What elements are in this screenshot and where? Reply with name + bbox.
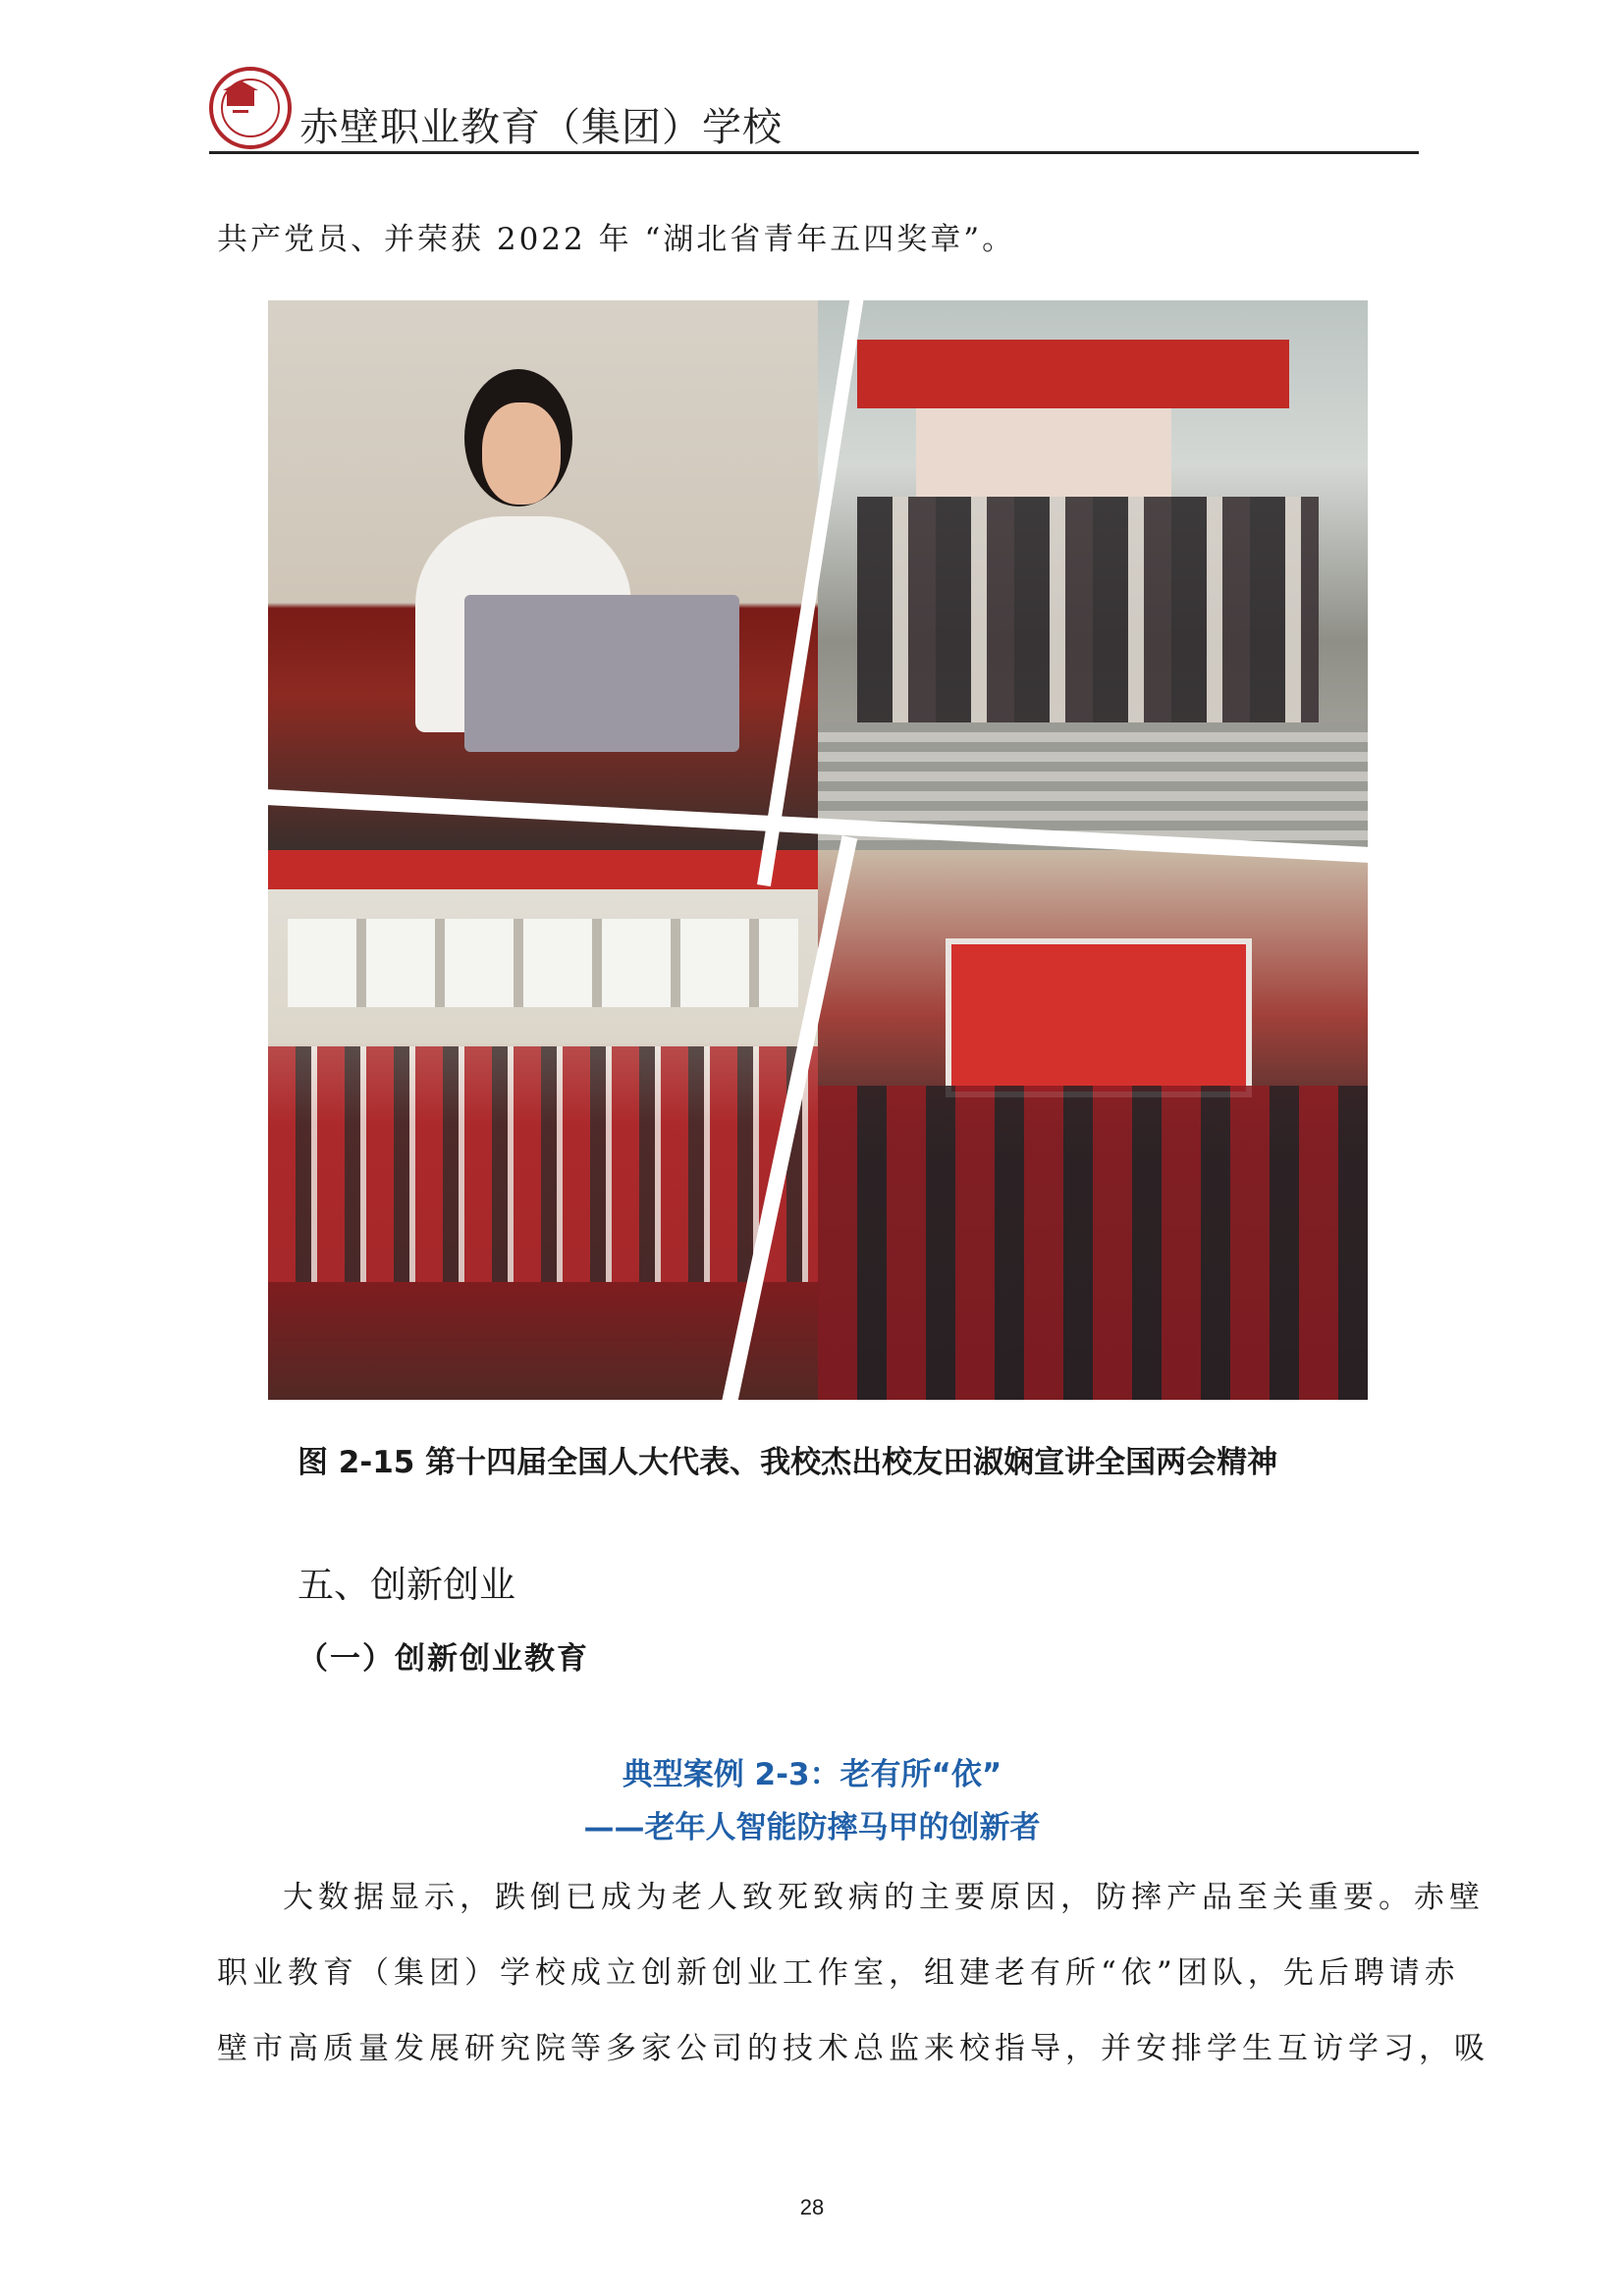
body-line: 大数据显示，跌倒已成为老人致死致病的主要原因，防摔产品至关重要。赤壁 [283,1880,1485,1915]
photo-speaker [268,300,818,850]
body-line: 职业教育（集团）学校成立创新创业工作室，组建老有所“依”团队，先后聘请赤 [217,1955,1460,1991]
laptop-icon [464,595,739,752]
section-heading: 五、创新创业 [298,1564,515,1606]
school-name: 赤壁职业教育（集团）学校 [299,105,783,150]
body-line: 壁市高质量发展研究院等多家公司的技术总监来校指导，并安排学生互访学习，吸 [217,2031,1489,2066]
intro-text: 共产党员、并荣获 2022 年 “湖北省青年五四奖章”。 [217,222,1016,257]
page-header [209,61,1419,155]
case-subtitle: ——老年人智能防摔马甲的创新者 [583,1810,1041,1845]
section-subheading: （一）创新创业教育 [298,1641,589,1677]
figure-caption: 图 2-15 第十四届全国人大代表、我校杰出校友田淑娴宣讲全国两会精神 [298,1445,1278,1480]
page-number: 28 [799,2195,825,2219]
photo-auditorium [268,850,818,1400]
photo-collage [268,300,1368,1400]
photo-lecture-hall [818,850,1368,1400]
school-logo-icon [209,67,292,149]
photo-group [818,300,1368,850]
projection-screen [946,938,1252,1097]
case-title: 典型案例 2-3：老有所“依” [622,1757,1002,1792]
header-divider [209,151,1419,154]
